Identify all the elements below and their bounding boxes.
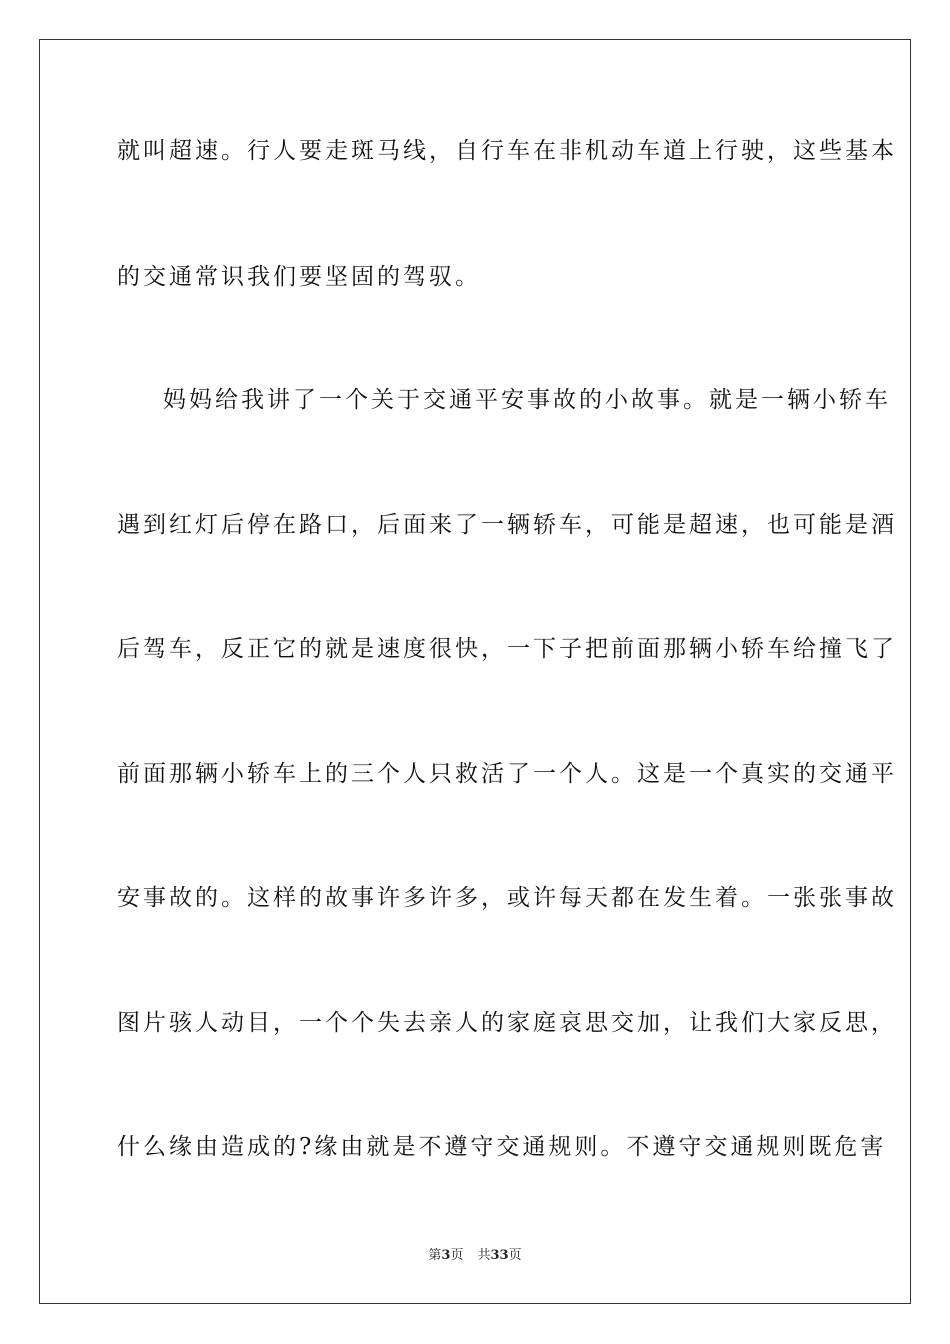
total-pages: 33 [490,1248,509,1263]
page-frame [39,39,911,1304]
text-line-5: 后驾车，反正它的就是速度很快，一下子把前面那辆小轿车给撞飞了 [117,636,897,662]
text-line-8: 图片骇人动目，一个个失去亲人的家庭哀思交加，让我们大家反思， [117,1010,897,1036]
text-line-7: 安事故的。这样的故事许多许多，或许每天都在发生着。一张张事故 [117,885,897,911]
text-line-6: 前面那辆小轿车上的三个人只救活了一个人。这是一个真实的交通平 [117,761,897,787]
text-line-1: 就叫超速。行人要走斑马线，自行车在非机动车道上行驶，这些基本 [117,138,897,164]
page-label-suffix: 页 [450,1248,464,1263]
text-line-2: 的交通常识我们要坚固的驾驭。 [117,264,481,290]
page-label-prefix: 第 [428,1248,442,1263]
total-label-suffix: 页 [508,1248,522,1263]
text-line-4: 遇到红灯后停在路口，后面来了一辆轿车，可能是超速，也可能是酒 [117,512,897,538]
total-label-prefix: 共 [477,1248,491,1263]
page-number: 3 [441,1248,451,1263]
page-footer [0,1247,950,1265]
text-line-9: 什么缘由造成的?缘由就是不遵守交通规则。不遵守交通规则既危害 [117,1134,887,1160]
text-line-3: 妈妈给我讲了一个关于交通平安事故的小故事。就是一辆小轿车 [163,387,891,413]
